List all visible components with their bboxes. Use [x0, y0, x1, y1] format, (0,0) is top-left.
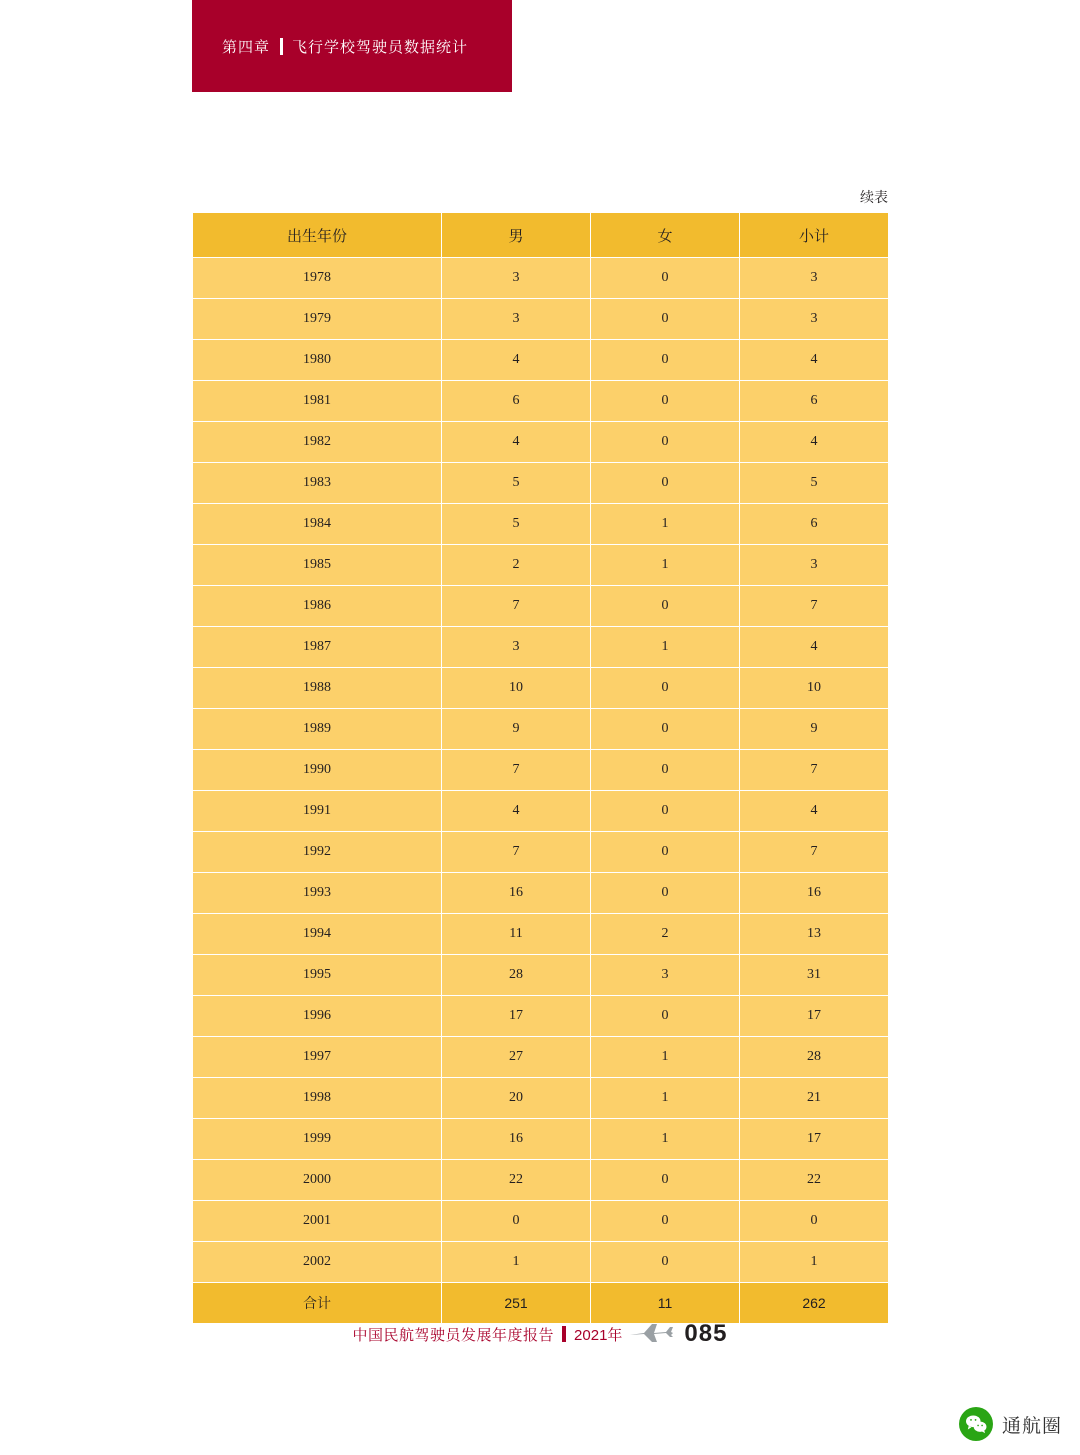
cell-birth-year: 1978 — [193, 258, 442, 299]
cell-birth-year: 1983 — [193, 463, 442, 504]
chapter-banner — [192, 0, 512, 92]
table-row — [193, 504, 889, 545]
cell-subtotal: 22 — [740, 1160, 889, 1201]
cell-male: 16 — [442, 873, 591, 914]
cell-birth-year: 1991 — [193, 791, 442, 832]
cell-female: 0 — [591, 832, 740, 873]
cell-male: 4 — [442, 340, 591, 381]
table-row — [193, 1201, 889, 1242]
cell-female: 0 — [591, 1201, 740, 1242]
cell-birth-year: 2001 — [193, 1201, 442, 1242]
cell-birth-year: 1999 — [193, 1119, 442, 1160]
cell-subtotal: 5 — [740, 463, 889, 504]
table-row — [193, 996, 889, 1037]
cell-female: 3 — [591, 955, 740, 996]
table-row — [193, 750, 889, 791]
table-row — [193, 791, 889, 832]
table-row — [193, 422, 889, 463]
cell-birth-year: 1984 — [193, 504, 442, 545]
cell-female: 1 — [591, 627, 740, 668]
cell-birth-year: 1989 — [193, 709, 442, 750]
pilot-birth-year-table — [192, 212, 889, 1324]
table-row — [193, 1242, 889, 1283]
cell-female: 0 — [591, 340, 740, 381]
cell-female: 0 — [591, 668, 740, 709]
cell-subtotal: 10 — [740, 668, 889, 709]
cell-total-label: 合计 — [193, 1283, 442, 1324]
cell-subtotal: 9 — [740, 709, 889, 750]
cell-birth-year: 1982 — [193, 422, 442, 463]
footer-divider — [562, 1326, 566, 1342]
cell-female: 1 — [591, 545, 740, 586]
cell-female: 0 — [591, 258, 740, 299]
cell-female: 0 — [591, 996, 740, 1037]
cell-subtotal: 3 — [740, 258, 889, 299]
table-row — [193, 586, 889, 627]
table-row — [193, 1160, 889, 1201]
cell-total-female: 11 — [591, 1283, 740, 1324]
cell-subtotal: 1 — [740, 1242, 889, 1283]
cell-subtotal: 6 — [740, 381, 889, 422]
column-header-subtotal: 小计 — [740, 213, 889, 258]
cell-male: 4 — [442, 791, 591, 832]
cell-subtotal: 4 — [740, 627, 889, 668]
table-row — [193, 914, 889, 955]
cell-subtotal: 4 — [740, 422, 889, 463]
cell-male: 5 — [442, 504, 591, 545]
cell-birth-year: 1995 — [193, 955, 442, 996]
cell-subtotal: 21 — [740, 1078, 889, 1119]
cell-female: 0 — [591, 1160, 740, 1201]
cell-female: 1 — [591, 1078, 740, 1119]
cell-female: 0 — [591, 873, 740, 914]
table-row — [193, 258, 889, 299]
cell-subtotal: 4 — [740, 791, 889, 832]
footer-year: 2021年 — [574, 1326, 623, 1344]
pilot-birth-year-table-wrapper — [192, 212, 888, 1324]
table-row — [193, 709, 889, 750]
table-row — [193, 340, 889, 381]
table-row — [193, 463, 889, 504]
cell-birth-year: 2002 — [193, 1242, 442, 1283]
cell-birth-year: 1992 — [193, 832, 442, 873]
cell-subtotal: 17 — [740, 996, 889, 1037]
cell-female: 0 — [591, 586, 740, 627]
cell-female: 1 — [591, 1119, 740, 1160]
watermark-badge — [959, 1407, 1062, 1441]
cell-male: 6 — [442, 381, 591, 422]
cell-birth-year: 1979 — [193, 299, 442, 340]
cell-male: 9 — [442, 709, 591, 750]
cell-male: 20 — [442, 1078, 591, 1119]
cell-female: 0 — [591, 709, 740, 750]
cell-male: 3 — [442, 299, 591, 340]
column-header-birth-year: 出生年份 — [193, 213, 442, 258]
cell-male: 1 — [442, 1242, 591, 1283]
page-number: 085 — [684, 1320, 728, 1347]
cell-subtotal: 7 — [740, 832, 889, 873]
cell-female: 1 — [591, 504, 740, 545]
table-row — [193, 1078, 889, 1119]
cell-female: 2 — [591, 914, 740, 955]
cell-male: 3 — [442, 627, 591, 668]
cell-female: 0 — [591, 299, 740, 340]
cell-male: 28 — [442, 955, 591, 996]
column-header-male: 男 — [442, 213, 591, 258]
cell-male: 3 — [442, 258, 591, 299]
table-body — [193, 258, 889, 1324]
chapter-divider — [280, 38, 283, 55]
cell-birth-year: 1998 — [193, 1078, 442, 1119]
cell-birth-year: 1987 — [193, 627, 442, 668]
table-header-row — [193, 213, 889, 258]
page-footer — [0, 1320, 1080, 1348]
cell-male: 2 — [442, 545, 591, 586]
cell-female: 0 — [591, 422, 740, 463]
table-row — [193, 545, 889, 586]
table-row — [193, 299, 889, 340]
cell-birth-year: 1980 — [193, 340, 442, 381]
cell-male: 0 — [442, 1201, 591, 1242]
cell-birth-year: 1993 — [193, 873, 442, 914]
cell-birth-year: 1990 — [193, 750, 442, 791]
cell-female: 0 — [591, 791, 740, 832]
cell-birth-year: 1994 — [193, 914, 442, 955]
table-header — [193, 213, 889, 258]
cell-total-male: 251 — [442, 1283, 591, 1324]
airplane-icon — [628, 1321, 674, 1347]
cell-subtotal: 13 — [740, 914, 889, 955]
cell-male: 16 — [442, 1119, 591, 1160]
cell-female: 0 — [591, 1242, 740, 1283]
table-total-row — [193, 1283, 889, 1324]
cell-subtotal: 28 — [740, 1037, 889, 1078]
cell-subtotal: 31 — [740, 955, 889, 996]
table-row — [193, 627, 889, 668]
cell-female: 1 — [591, 1037, 740, 1078]
cell-male: 17 — [442, 996, 591, 1037]
cell-subtotal: 17 — [740, 1119, 889, 1160]
cell-male: 10 — [442, 668, 591, 709]
chapter-number: 第四章 — [222, 38, 271, 56]
table-row — [193, 832, 889, 873]
table-row — [193, 955, 889, 996]
cell-subtotal: 0 — [740, 1201, 889, 1242]
watermark-label: 通航圈 — [1001, 1415, 1062, 1437]
cell-male: 7 — [442, 586, 591, 627]
wechat-icon — [959, 1407, 993, 1441]
cell-birth-year: 1981 — [193, 381, 442, 422]
table-row — [193, 381, 889, 422]
cell-birth-year: 1986 — [193, 586, 442, 627]
cell-subtotal: 7 — [740, 750, 889, 791]
cell-male: 4 — [442, 422, 591, 463]
cell-female: 0 — [591, 381, 740, 422]
cell-male: 7 — [442, 750, 591, 791]
cell-male: 27 — [442, 1037, 591, 1078]
cell-birth-year: 2000 — [193, 1160, 442, 1201]
cell-male: 22 — [442, 1160, 591, 1201]
cell-male: 7 — [442, 832, 591, 873]
chapter-title: 飞行学校驾驶员数据统计 — [292, 38, 469, 56]
cell-female: 0 — [591, 750, 740, 791]
footer-report-title: 中国民航驾驶员发展年度报告 — [352, 1326, 555, 1344]
table-row — [193, 1037, 889, 1078]
continued-table-note: 续表 — [860, 189, 888, 205]
cell-male: 11 — [442, 914, 591, 955]
chapter-banner-inner — [192, 36, 468, 57]
cell-subtotal: 6 — [740, 504, 889, 545]
table-row — [193, 668, 889, 709]
cell-subtotal: 3 — [740, 545, 889, 586]
column-header-female: 女 — [591, 213, 740, 258]
cell-subtotal: 3 — [740, 299, 889, 340]
cell-subtotal: 4 — [740, 340, 889, 381]
cell-birth-year: 1988 — [193, 668, 442, 709]
cell-subtotal: 16 — [740, 873, 889, 914]
cell-birth-year: 1997 — [193, 1037, 442, 1078]
cell-male: 5 — [442, 463, 591, 504]
cell-total-subtotal: 262 — [740, 1283, 889, 1324]
table-row — [193, 873, 889, 914]
cell-female: 0 — [591, 463, 740, 504]
cell-birth-year: 1985 — [193, 545, 442, 586]
table-row — [193, 1119, 889, 1160]
cell-subtotal: 7 — [740, 586, 889, 627]
cell-birth-year: 1996 — [193, 996, 442, 1037]
